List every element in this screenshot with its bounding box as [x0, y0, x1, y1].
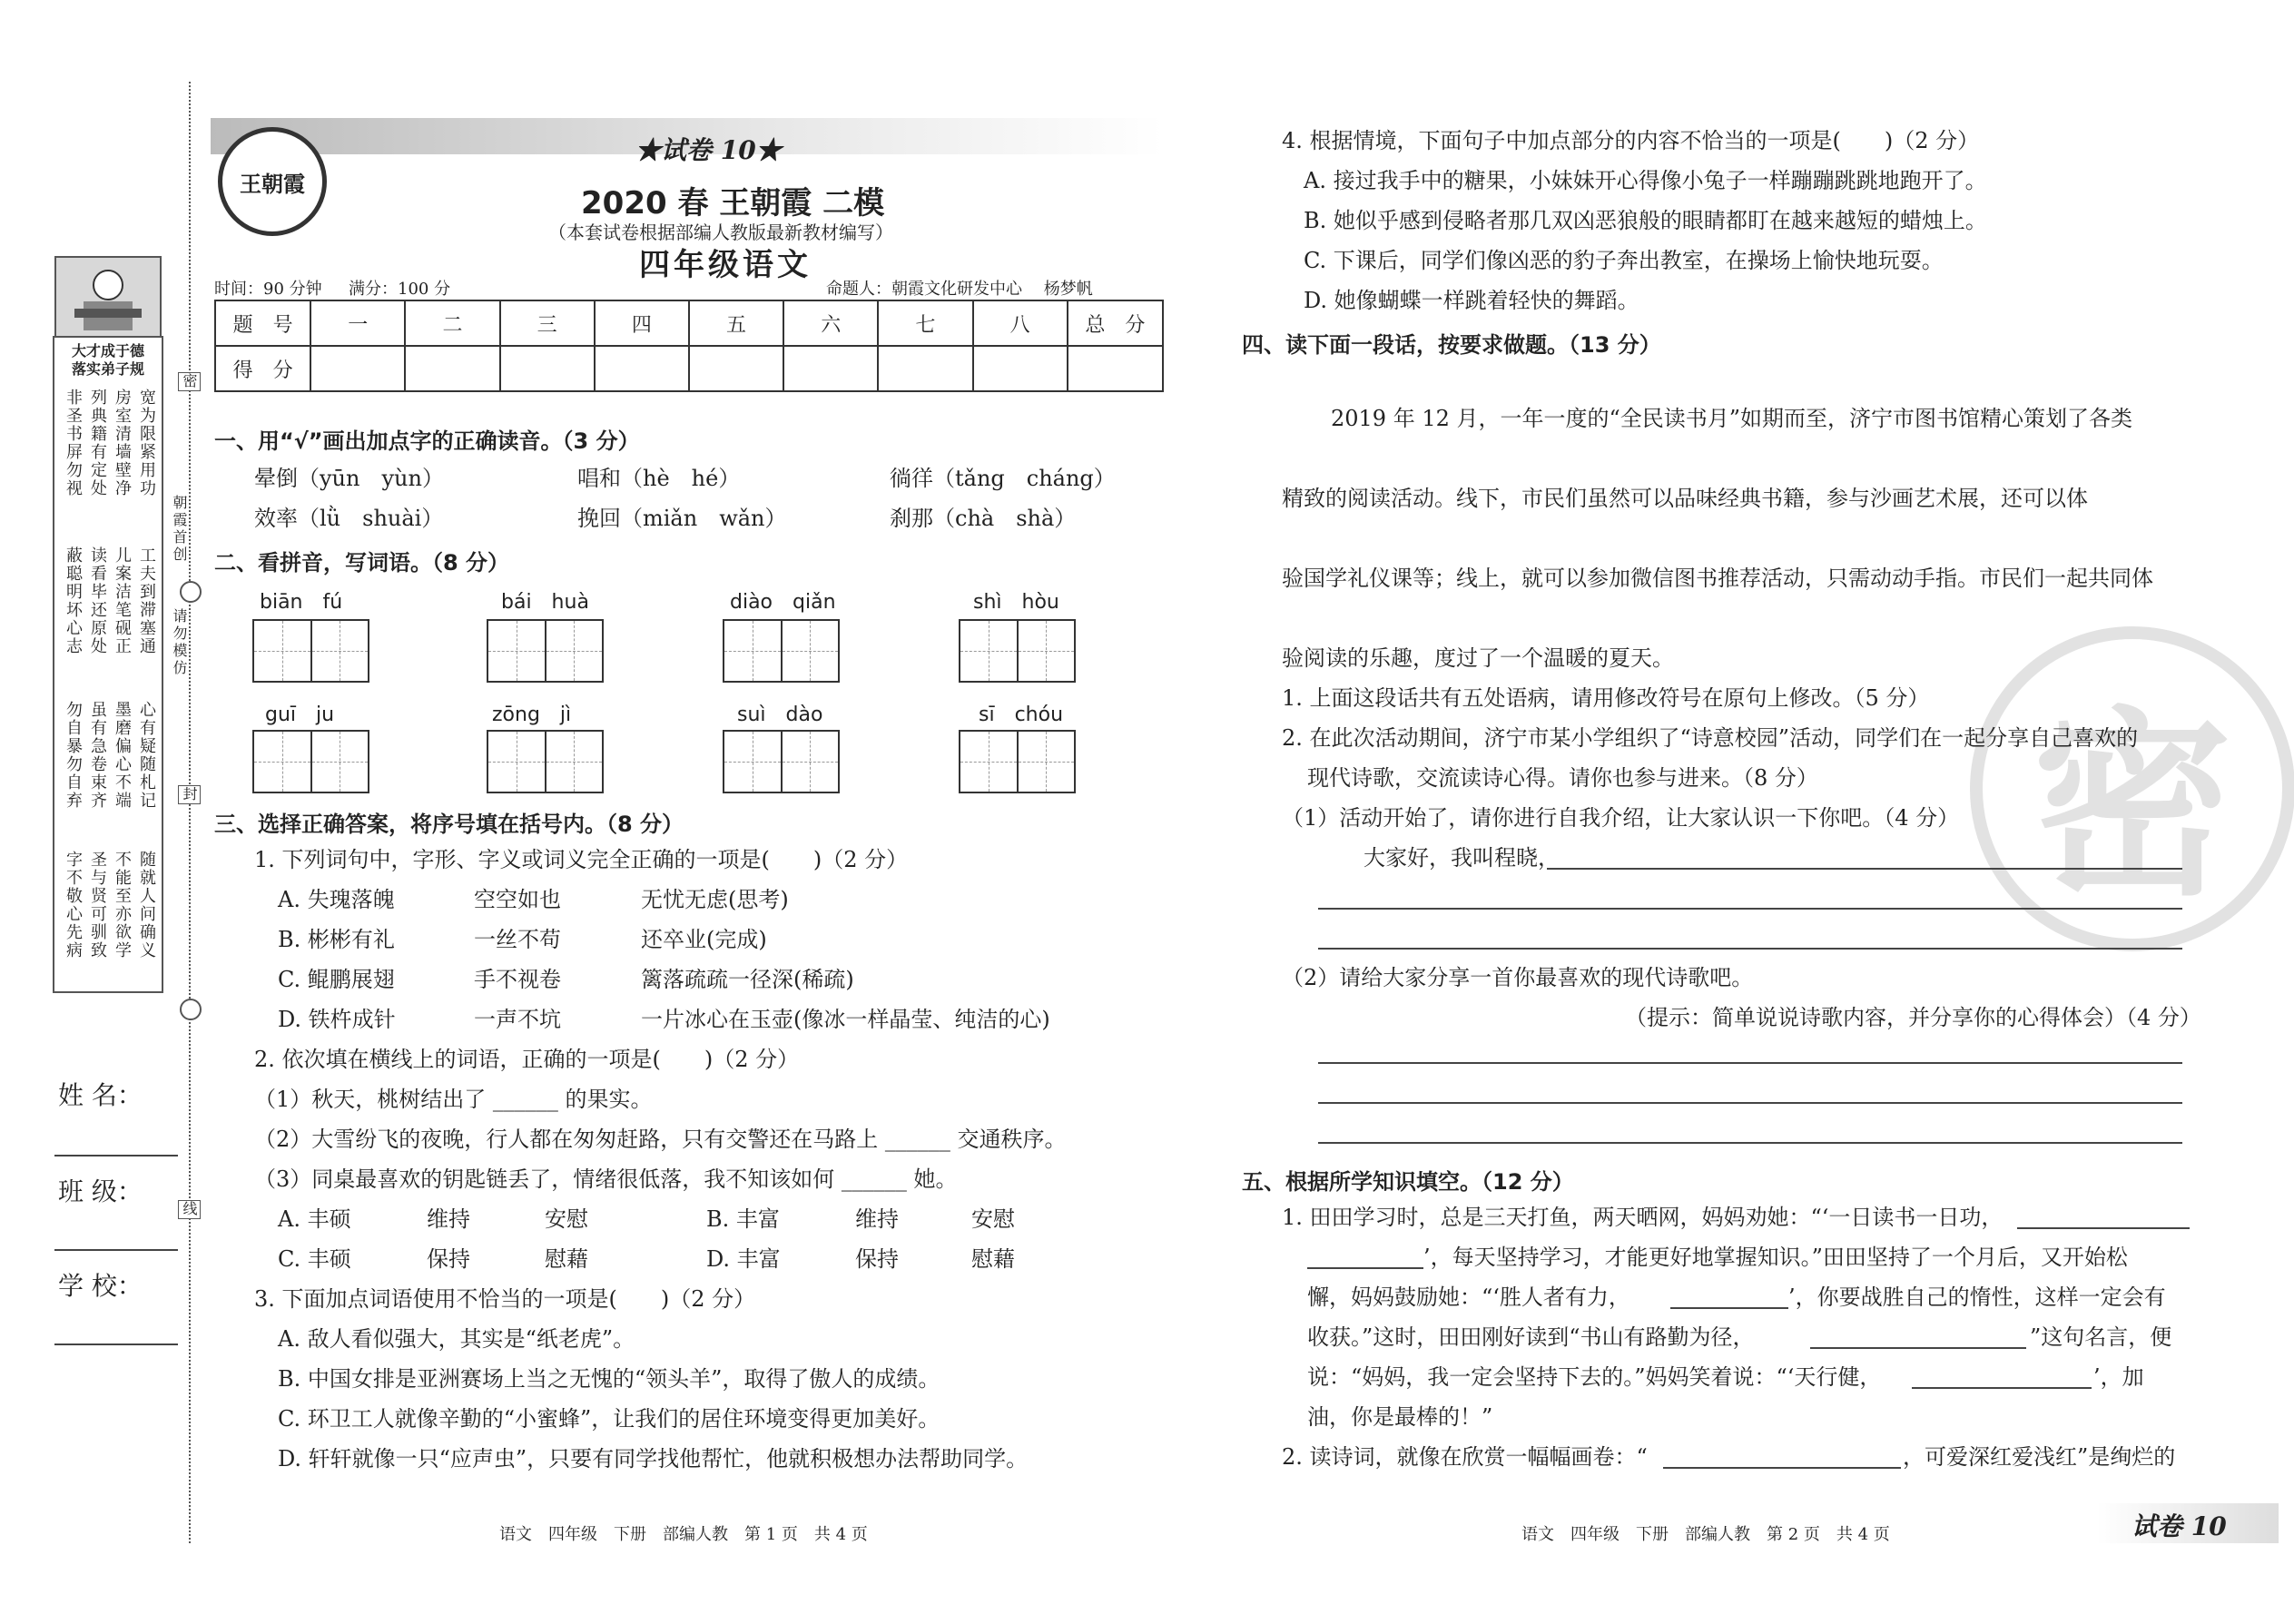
side-seal-feng: 封 [178, 785, 201, 804]
fill-blank[interactable] [1663, 1467, 1901, 1469]
s5-text: ”这句名言，便 [2030, 1324, 2172, 1350]
pinyin-label: suì dào [737, 704, 823, 726]
side-seal-xian: 线 [178, 1200, 201, 1219]
writing-grid[interactable] [252, 730, 369, 793]
answer-line[interactable] [1318, 1062, 2182, 1064]
fill-blank[interactable] [1912, 1387, 2092, 1389]
s4-q1: 1. 上面这段话共有五处语病，请用修改符号在原句上修改。（5 分） [1282, 685, 1930, 711]
score-cell[interactable] [1068, 346, 1163, 391]
s4-q2-2: （2）请给大家分享一首你最喜欢的现代诗歌吧。 [1282, 965, 1754, 990]
motto-col: 非圣书屏勿视 [64, 389, 83, 497]
q2-opt: 安慰 [971, 1206, 1015, 1232]
q2-opt: A. 丰硕 [278, 1206, 351, 1232]
paper-number: ★试卷 10★ [635, 135, 782, 165]
s5-text: ，可爱深红爱浅红”是绚烂的 [1903, 1444, 2176, 1470]
q1-opt-b2: 一丝不苟 [474, 927, 561, 952]
q1-opt-d1: D. 铁杵成针 [278, 1007, 396, 1032]
q1-opt-c3: 篱落疏疏一径深(稀疏) [641, 967, 854, 992]
pinyin-label: zōng jì [492, 704, 572, 726]
score-cell[interactable] [310, 346, 405, 391]
s4-q2b: 现代诗歌，交流读诗心得。请你也参与进来。（8 分） [1307, 765, 1818, 791]
motto-col: 工夫到滞塞通 [137, 546, 156, 655]
motto-col: 宽为限紧用功 [137, 389, 156, 497]
q1-opt-b1: B. 彬彬有礼 [278, 927, 395, 952]
pinyin-label: shì hòu [973, 591, 1059, 614]
score-cell[interactable] [878, 346, 972, 391]
q4-opt: A. 接过我手中的糖果，小妹妹开心得像小兔子一样蹦蹦跳跳地跑开了。 [1304, 168, 1987, 193]
q2-opt: 维持 [427, 1206, 470, 1232]
q2-opt: 慰藉 [545, 1246, 588, 1272]
paper-subtitle: （本套试卷根据部编人教版最新教材编写） [548, 221, 893, 243]
intro-prompt: 大家好，我叫程晓， [1364, 845, 1560, 871]
s4-paragraph-line: 验阅读的乐趣，度过了一个温暖的夏天。 [1282, 645, 1674, 671]
score-col: 四 [595, 300, 689, 346]
fill-blank[interactable] [1670, 1307, 1788, 1309]
fill-blank[interactable] [2017, 1227, 2190, 1229]
s5-text: ’，每天坚持学习，才能更好地掌握知识。”田田坚持了一个月后，又开始松 [1423, 1245, 2128, 1270]
writing-grid[interactable] [723, 619, 840, 683]
footer-right: 语文 四年级 下册 部编人教 第 2 页 共 4 页 [1521, 1525, 1890, 1544]
school-field[interactable] [54, 1343, 178, 1345]
motto-panel [53, 336, 163, 993]
pinyin-label: guī ju [265, 704, 335, 726]
motto-col: 心有疑随札记 [137, 701, 156, 810]
motto-col: 勿自暴勿自弃 [64, 701, 83, 810]
answer-line[interactable] [1318, 1142, 2182, 1144]
answer-line[interactable] [1318, 948, 2182, 950]
mascot-image [54, 256, 162, 340]
s4-q2a: 2. 在此次活动期间，济宁市某小学组织了“诗意校园”活动，同学们在一起分享自己喜欢的 [1282, 725, 2139, 751]
side-mark-1: 朝霞首创 [171, 495, 188, 564]
score-cell[interactable] [500, 346, 595, 391]
q2-opt: 保持 [855, 1246, 899, 1272]
section-2-title: 二、看拼音，写词语。（8 分） [214, 550, 510, 576]
q4-opt: D. 她像蝴蝶一样跳着轻快的舞蹈。 [1304, 288, 1639, 313]
q1-opt-a3: 无忧无虑(思考) [641, 887, 789, 912]
score-col: 八 [973, 300, 1068, 346]
section-5-title: 五、根据所学知识填空。（12 分） [1242, 1169, 1574, 1195]
section-4-title: 四、读下面一段话，按要求做题。（13 分） [1242, 332, 1661, 358]
footer-left: 语文 四年级 下册 部编人教 第 1 页 共 4 页 [499, 1525, 868, 1544]
motto-col: 房室清墙壁净 [113, 389, 132, 497]
score-cell[interactable] [405, 346, 499, 391]
answer-line[interactable] [1318, 908, 2182, 910]
score-cell[interactable] [783, 346, 878, 391]
q3-opt: D. 轩轩就像一只“应声虫”，只要有同学找他帮忙，他就积极想办法帮助同学。 [278, 1446, 1029, 1471]
motto-top-1: 大才成于德 [71, 342, 144, 359]
motto-col: 字不敬心先病 [64, 851, 83, 960]
s5-text: ’，你要战胜自己的惰性，这样一定会有 [1788, 1284, 2166, 1310]
q1-opt-c2: 手不视卷 [474, 967, 561, 992]
q3-opt: A. 敌人看似强大，其实是“纸老虎”。 [278, 1326, 635, 1352]
q2-opt: D. 丰富 [706, 1246, 781, 1272]
q2-opt: C. 丰硕 [278, 1246, 351, 1272]
motto-col: 蔽聪明坏心志 [64, 546, 83, 655]
s5-text: 懈，妈妈鼓励她：“‘胜人者有力， [1307, 1284, 1630, 1310]
watermark-stamp [1970, 626, 2294, 951]
motto-col: 儿案洁笔砚正 [113, 546, 132, 655]
q2-opt: 保持 [427, 1246, 470, 1272]
pinyin-label: bái huà [501, 591, 589, 614]
score-col: 总 分 [1068, 300, 1163, 346]
s5-text: 说：“妈妈，我一定会坚持下去的。”妈妈笑着说：“‘天行健， [1307, 1364, 1882, 1390]
footer-tag-text: 试卷 10 [2132, 1511, 2227, 1541]
s4-paragraph-line: 2019 年 12 月，一年一度的“全民读书月”如期而至，济宁市图书馆精心策划了各类 [1331, 406, 2133, 431]
pinyin-label: diào qiǎn [730, 591, 836, 614]
score-header-row [215, 300, 1163, 346]
motto-col: 圣与贤可驯致 [88, 851, 107, 960]
q1-opt-d3: 一片冰心在玉壶(像冰一样晶莹、纯洁的心) [641, 1007, 1050, 1032]
class-field[interactable] [54, 1249, 178, 1251]
s4-paragraph-line: 验国学礼仪课等；线上，就可以参加微信图书推荐活动，只需动动手指。市民们一起共同体 [1282, 566, 2153, 591]
motto-col: 读看毕还原处 [88, 546, 107, 655]
score-col: 三 [500, 300, 595, 346]
side-mark-2: 请勿模仿 [171, 608, 188, 677]
s5-text: 2. 读诗词，就像在欣赏一幅幅画卷：“ [1282, 1444, 1648, 1470]
s1-item: 晕倒（yūn yùn） [254, 466, 444, 491]
full-score: 满分：100 分 [349, 280, 451, 299]
s1-item: 刹那（chà shà） [890, 506, 1077, 531]
s4-hint: （提示：简单说说诗歌内容，并分享你的心得体会）（4 分） [1625, 1005, 2201, 1030]
s4-paragraph-line: 精致的阅读活动。线下，市民们虽然可以品味经典书籍，参与沙画艺术展，还可以体 [1282, 486, 2088, 511]
score-col: 一 [310, 300, 405, 346]
logo-text: 王朝霞 [240, 170, 305, 197]
watermark-char: 密 [2032, 687, 2232, 922]
score-col: 五 [689, 300, 783, 346]
writing-grid[interactable] [487, 619, 604, 683]
score-row-label: 得 分 [215, 346, 310, 391]
q2-opt: B. 丰富 [706, 1206, 780, 1232]
q2-opt: 慰藉 [971, 1246, 1015, 1272]
s3-q2: 2. 依次填在横线上的词语，正确的一项是( )（2 分） [254, 1047, 800, 1072]
binding-circle [180, 581, 202, 603]
binding-circle [180, 999, 202, 1020]
grade-subject: 四年级语文 [639, 247, 812, 283]
motto-top-2: 落实弟子规 [71, 360, 144, 378]
q2-opt: 维持 [855, 1206, 899, 1232]
score-table [214, 300, 1164, 392]
writing-grid[interactable] [959, 619, 1076, 683]
s5-text: 1. 田田学习时，总是三天打鱼，两天晒网，妈妈劝她：“‘一日读书一日功， [1282, 1205, 2004, 1230]
exam-author: 命题人：朝霞文化研发中心 杨梦帆 [826, 280, 1093, 299]
motto-col: 随就人问确义 [137, 851, 156, 960]
side-seal-mi: 密 [178, 372, 201, 391]
score-cell[interactable] [973, 346, 1068, 391]
score-col: 六 [783, 300, 878, 346]
writing-grid[interactable] [723, 730, 840, 793]
pinyin-label: biān fú [260, 591, 343, 614]
s5-text: ’，加 [2093, 1364, 2144, 1390]
score-value-row [215, 346, 1163, 391]
s1-item: 挽回（miǎn wǎn） [577, 506, 787, 531]
name-label: 姓 名： [58, 1080, 143, 1110]
s1-item: 唱和（hè hé） [577, 466, 741, 491]
writing-grid[interactable] [252, 619, 369, 683]
q2-line: （2）大雪纷飞的夜晚，行人都在匆匆赶路，只有交警还在马路上 ______ 交通秩序。 [254, 1127, 1067, 1152]
exam-time: 时间：90 分钟 [214, 280, 322, 299]
motto-col: 列典籍有定处 [88, 389, 107, 497]
s3-q1: 1. 下列词句中，字形、字义或词义完全正确的一项是( )（2 分） [254, 847, 909, 872]
score-col-label: 题 号 [215, 300, 310, 346]
q1-opt-d2: 一声不坑 [474, 1007, 561, 1032]
q1-opt-b3: 还卒业(完成) [641, 927, 767, 952]
motto-col: 墨磨偏心不端 [113, 701, 132, 810]
motto-col: 不能至亦欲学 [113, 851, 132, 960]
motto-col: 虽有急卷束齐 [88, 701, 107, 810]
q1-opt-a2: 空空如也 [474, 887, 561, 912]
s5-text: 油，你是最棒的！” [1307, 1404, 1493, 1430]
q4-opt: B. 她似乎感到侵略者那几双凶恶狼般的眼睛都盯在越来越短的蜡烛上。 [1304, 208, 1987, 233]
class-label: 班 级： [58, 1176, 143, 1206]
q3-opt: B. 中国女排是亚洲赛场上当之无愧的“领头羊”，取得了傲人的成绩。 [278, 1366, 940, 1392]
score-col: 二 [405, 300, 499, 346]
name-field[interactable] [54, 1155, 178, 1156]
q2-opt: 安慰 [545, 1206, 588, 1232]
q3-opt: C. 环卫工人就像辛勤的“小蜜蜂”，让我们的居住环境变得更加美好。 [278, 1406, 940, 1432]
q1-opt-a1: A. 失瑰落魄 [278, 887, 395, 912]
section-1-title: 一、用“√”画出加点字的正确读音。（3 分） [214, 428, 640, 454]
q4-opt: C. 下课后，同学们像凶恶的豹子奔出教室，在操场上愉快地玩耍。 [1304, 248, 1944, 273]
paper-title: 2020 春 王朝霞 二模 [581, 185, 885, 221]
binding-line [189, 82, 191, 1543]
writing-grid[interactable] [487, 730, 604, 793]
score-cell[interactable] [689, 346, 783, 391]
pinyin-label: sī chóu [979, 704, 1064, 726]
q2-line: （3）同桌最喜欢的钥匙链丢了，情绪很低落，我不知该如何 ______ 她。 [254, 1166, 958, 1192]
s5-text: 收获。”这时，田田刚好读到“书山有路勤为径， [1307, 1324, 1755, 1350]
s3-q3: 3. 下面加点词语使用不恰当的一项是( )（2 分） [254, 1286, 756, 1312]
brand-logo [218, 127, 327, 236]
answer-line[interactable] [1318, 1102, 2182, 1104]
q2-line: （1）秋天，桃树结出了 ______ 的果实。 [254, 1087, 653, 1112]
school-label: 学 校： [58, 1271, 143, 1301]
fill-blank[interactable] [1307, 1267, 1423, 1269]
q1-opt-c1: C. 鲲鹏展翅 [278, 967, 395, 992]
section-3-title: 三、选择正确答案，将序号填在括号内。（8 分） [214, 812, 684, 837]
answer-line[interactable] [1547, 868, 2182, 870]
s3-q4: 4. 根据情境，下面句子中加点部分的内容不恰当的一项是( )（2 分） [1282, 128, 1980, 153]
s1-item: 效率（lǜ shuài） [254, 506, 444, 531]
fill-blank[interactable] [1810, 1347, 2026, 1349]
score-cell[interactable] [595, 346, 689, 391]
writing-grid[interactable] [959, 730, 1076, 793]
s1-item: 徜徉（tǎng cháng） [890, 466, 1116, 491]
score-col: 七 [878, 300, 972, 346]
s4-q2-1: （1）活动开始了，请你进行自我介绍，让大家认识一下你吧。（4 分） [1282, 805, 1960, 831]
